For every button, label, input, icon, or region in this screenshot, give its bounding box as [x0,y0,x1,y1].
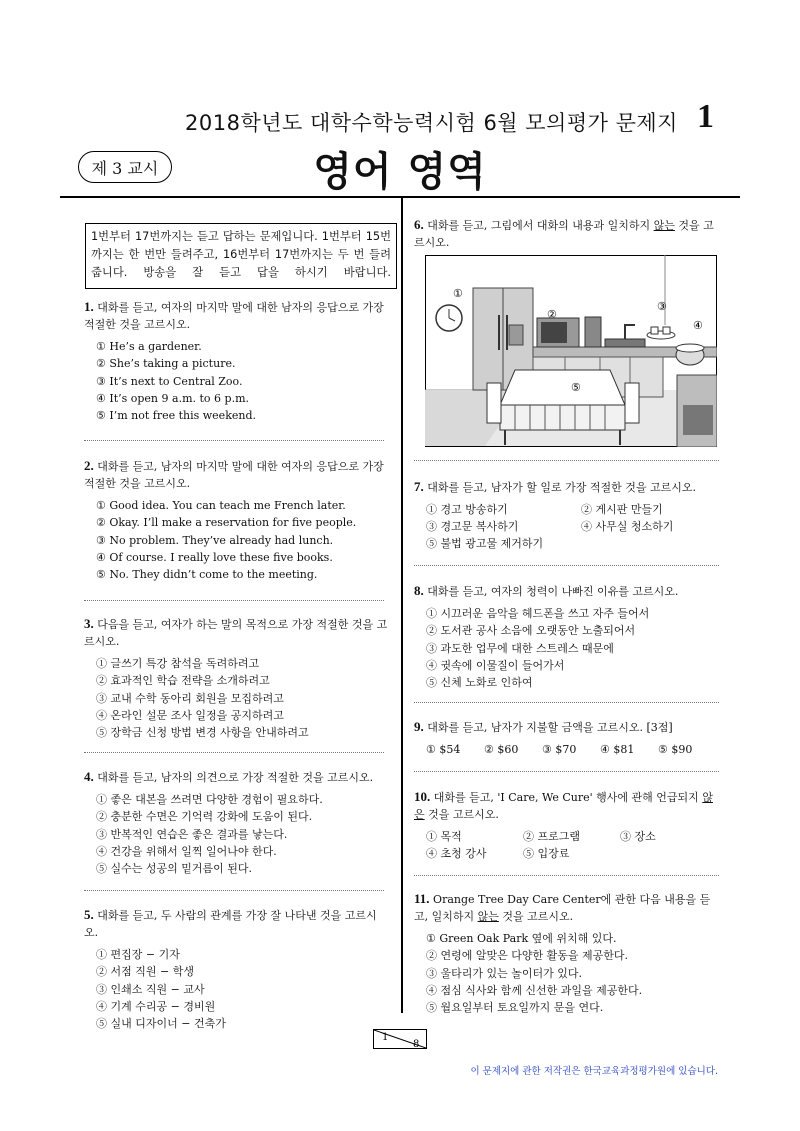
question-separator [414,771,719,772]
question-number: 8. [414,583,424,598]
answer-option[interactable]: ② 서점 직원 − 학생 [96,965,194,979]
question-4 [84,768,389,877]
question-stem: 대화를 듣고, 'I Care, We Cure' 행사에 관해 언급되지 [433,791,703,804]
question-number: 3. [84,616,94,631]
underlined-word: 않는 [653,219,675,232]
answer-option[interactable]: ② 게시판 만들기 [581,503,663,516]
answer-option[interactable]: ④ 기계 수리공 − 경비원 [96,999,216,1013]
answer-option[interactable]: ⑤ I’m not free this weekend. [96,409,256,423]
answer-option[interactable]: ① He’s a gardener. [96,340,202,353]
header-rule [60,196,740,198]
answer-option[interactable]: ⑤ 불법 광고물 제거하기 [426,537,544,550]
answer-option[interactable]: ③ 반복적인 연습은 좋은 결과를 낳는다. [96,827,288,841]
answer-option[interactable]: ② 프로그램 [523,830,581,843]
page-indicator [373,1029,427,1049]
answer-option[interactable]: ⑤ 입장료 [523,847,570,860]
question-number: 6. [414,217,424,232]
kitchen-figure [425,255,717,447]
question-8 [414,582,719,691]
question-number: 4. [84,769,94,784]
subject-title: 영어 영역 [313,149,487,195]
question-stem: 다음을 듣고, 여자가 하는 말의 목적으로 가장 적절한 것을 고르시오. [84,618,388,648]
answer-option[interactable]: ② 충분한 수면은 기억력 강화에 도움이 된다. [96,810,313,824]
question-stem: 대화를 듣고, 남자의 의견으로 가장 적절한 것을 고르시오. [97,771,374,784]
question-separator [414,565,719,566]
question-1 [84,298,389,424]
answer-option[interactable]: ① $54 [426,743,461,756]
question-stem-end: 것을 고르시오. [414,219,714,249]
page-number: 1 [697,98,714,135]
question-stem-end: 것을 고르시오. [424,808,499,821]
exam-title: 2018학년도 대학수학능력시험 6월 모의평가 문제지 [185,111,678,135]
answer-option[interactable]: ③ No problem. They’ve already had lunch. [96,533,334,547]
answer-option[interactable]: ⑤ 실내 디자이너 − 건축가 [96,1017,226,1031]
answer-option[interactable]: ① 목적 [426,830,462,843]
question-separator [414,875,719,876]
page-current: 1 [382,1032,389,1043]
answer-option[interactable]: ④ It’s open 9 a.m. to 6 p.m. [96,391,249,405]
listening-notice: 1번부터 17번까지는 듣고 답하는 문제입니다. 1번부터 15번까지는 한 번만 들려주고, 16번부터 17번까지는 두 번 들려줍니다. 방송을 잘 듣고 답을 하시기 바랍니다. [85,223,397,289]
answer-option[interactable]: ① 편집장 − 기자 [96,948,180,961]
session-badge [78,151,172,183]
question-stem: 대화를 듣고, 남자가 할 일로 가장 적절한 것을 고르시오. [427,481,696,494]
coffee-maker-icon [585,317,601,347]
answer-option[interactable]: ③ 과도한 업무에 대한 스트레스 때문에 [426,641,614,655]
answer-option[interactable]: ② 효과적인 학습 전략을 소개하려고 [96,674,270,688]
underlined-word: 않은 [414,791,713,821]
answer-option[interactable]: ④ 점심 식사와 함께 신선한 과일을 제공한다. [426,983,643,997]
chair [487,383,501,423]
question-2 [84,457,389,583]
answer-option[interactable]: ② She’s taking a picture. [96,357,236,371]
question-separator [84,752,384,753]
question-separator [84,440,384,441]
answer-option[interactable]: ⑤ No. They didn’t come to the meeting. [96,568,318,582]
question-stem: 대화를 듣고, 남자의 마지막 말에 대한 여자의 응답으로 가장 적절한 것을 고르시오. [84,460,384,490]
answer-option[interactable]: ④ 온라인 설문 조사 일정을 공지하려고 [96,708,284,722]
question-stem: Orange Tree Day Care Center에 관한 다음 내용을 듣고, 일치하지 [414,893,711,923]
question-10 [414,788,719,862]
question-6 [414,216,719,251]
question-separator [414,702,719,703]
question-stem-end: 것을 고르시오. [498,910,574,923]
answer-option[interactable]: ③ 교내 수학 동아리 회원을 모집하려고 [96,691,284,705]
answer-option[interactable]: ③ 경고문 복사하기 [426,520,519,533]
question-stem: 대화를 듣고, 남자가 지불할 금액을 고르시오. [3점] [427,721,673,734]
answer-option[interactable]: ② 도서관 공사 소음에 오랫동안 노출되어서 [426,624,636,638]
answer-option[interactable]: ③ 장소 [620,830,656,843]
question-number: 7. [414,479,424,494]
answer-option[interactable]: ① 시끄러운 음악을 헤드폰을 쓰고 자주 들어서 [426,607,650,620]
question-separator [84,600,384,601]
question-stem: 대화를 듣고, 여자의 마지막 말에 대한 남자의 응답으로 가장 적절한 것을 고르시오. [84,301,384,331]
answer-option[interactable]: ⑤ $90 [658,743,693,756]
question-separator [84,890,384,891]
answer-option[interactable]: ④ 귓속에 이물질이 들어가서 [426,658,565,672]
answer-option[interactable]: ③ $70 [542,743,577,756]
answer-option[interactable]: ② $60 [484,743,519,756]
answer-option[interactable]: ① 좋은 대본을 쓰려면 다양한 경험이 필요하다. [96,793,323,806]
answer-option[interactable]: ⑤ 월요일부터 토요일까지 문을 연다. [426,1001,604,1015]
figure-label-5: ⑤ [571,381,581,394]
question-number: 2. [84,458,94,473]
answer-option[interactable]: ① 경고 방송하기 [426,503,508,516]
question-separator [414,460,719,461]
question-stem: 대화를 듣고, 두 사람의 관계를 가장 잘 나타낸 것을 고르시오. [84,909,377,939]
underlined-word: 않는 [477,910,499,923]
answer-option[interactable]: ⑤ 실수는 성공의 밑거름이 된다. [96,862,252,876]
answer-option[interactable]: ③ It’s next to Central Zoo. [96,374,243,388]
answer-option[interactable]: ③ 울타리가 있는 놀이터가 있다. [426,966,582,980]
question-stem: 대화를 듣고, 그림에서 대화의 내용과 일치하지 [427,219,654,232]
answer-option[interactable]: ② 연령에 알맞은 다양한 활동을 제공한다. [426,949,628,963]
answer-option[interactable]: ③ 인쇄소 직원 − 교사 [96,982,205,996]
question-number: 9. [414,719,424,734]
figure-label-2: ② [547,308,557,321]
question-3 [84,615,389,741]
answer-option[interactable]: ⑤ 장학금 신청 방법 변경 사항을 안내하려고 [96,726,309,740]
wall-clock-icon [436,305,462,331]
figure-label-1: ① [453,287,463,300]
answer-option[interactable]: ① Green Oak Park 옆에 위치해 있다. [426,932,617,945]
figure-label-4: ④ [693,319,703,332]
answer-option[interactable]: ④ 초청 강사 [426,847,487,860]
answer-option[interactable]: ② Okay. I’ll make a reservation for five people. [96,516,357,530]
question-7 [414,478,719,552]
sink [605,339,645,347]
question-number: 1. [84,299,94,314]
question-number: 10. [414,789,431,804]
session-label: 제 3 교시 [91,158,159,178]
answer-option[interactable]: ① Good idea. You can teach me French later. [96,499,346,512]
question-number: 11. [414,891,430,906]
microwave-icon [537,318,579,347]
column-divider [401,198,403,1013]
figure-label-3: ③ [657,300,667,313]
answer-option[interactable]: ④ Of course. I really love these five books. [96,550,333,564]
answer-option[interactable]: ④ 건강을 위해서 일찍 일어나야 한다. [96,844,277,858]
answer-option[interactable]: ④ $81 [600,743,635,756]
question-9 [414,718,719,758]
answer-option[interactable]: ① 글쓰기 특강 참석을 독려하려고 [96,657,260,670]
question-5 [84,906,389,1032]
answer-option[interactable]: ④ 사무실 청소하기 [581,520,674,533]
question-stem: 대화를 듣고, 여자의 청력이 나빠진 이유를 고르시오. [427,585,679,598]
page-total: 8 [413,1039,420,1049]
question-11 [414,890,719,1016]
answer-option[interactable]: ⑤ 신체 노화로 인하여 [426,676,533,690]
bowls-icon [676,344,704,365]
question-number: 5. [84,907,94,922]
copyright-notice: 이 문제지에 관한 저작권은 한국교육과정평가원에 있습니다. [470,1066,718,1077]
chair [625,383,639,423]
